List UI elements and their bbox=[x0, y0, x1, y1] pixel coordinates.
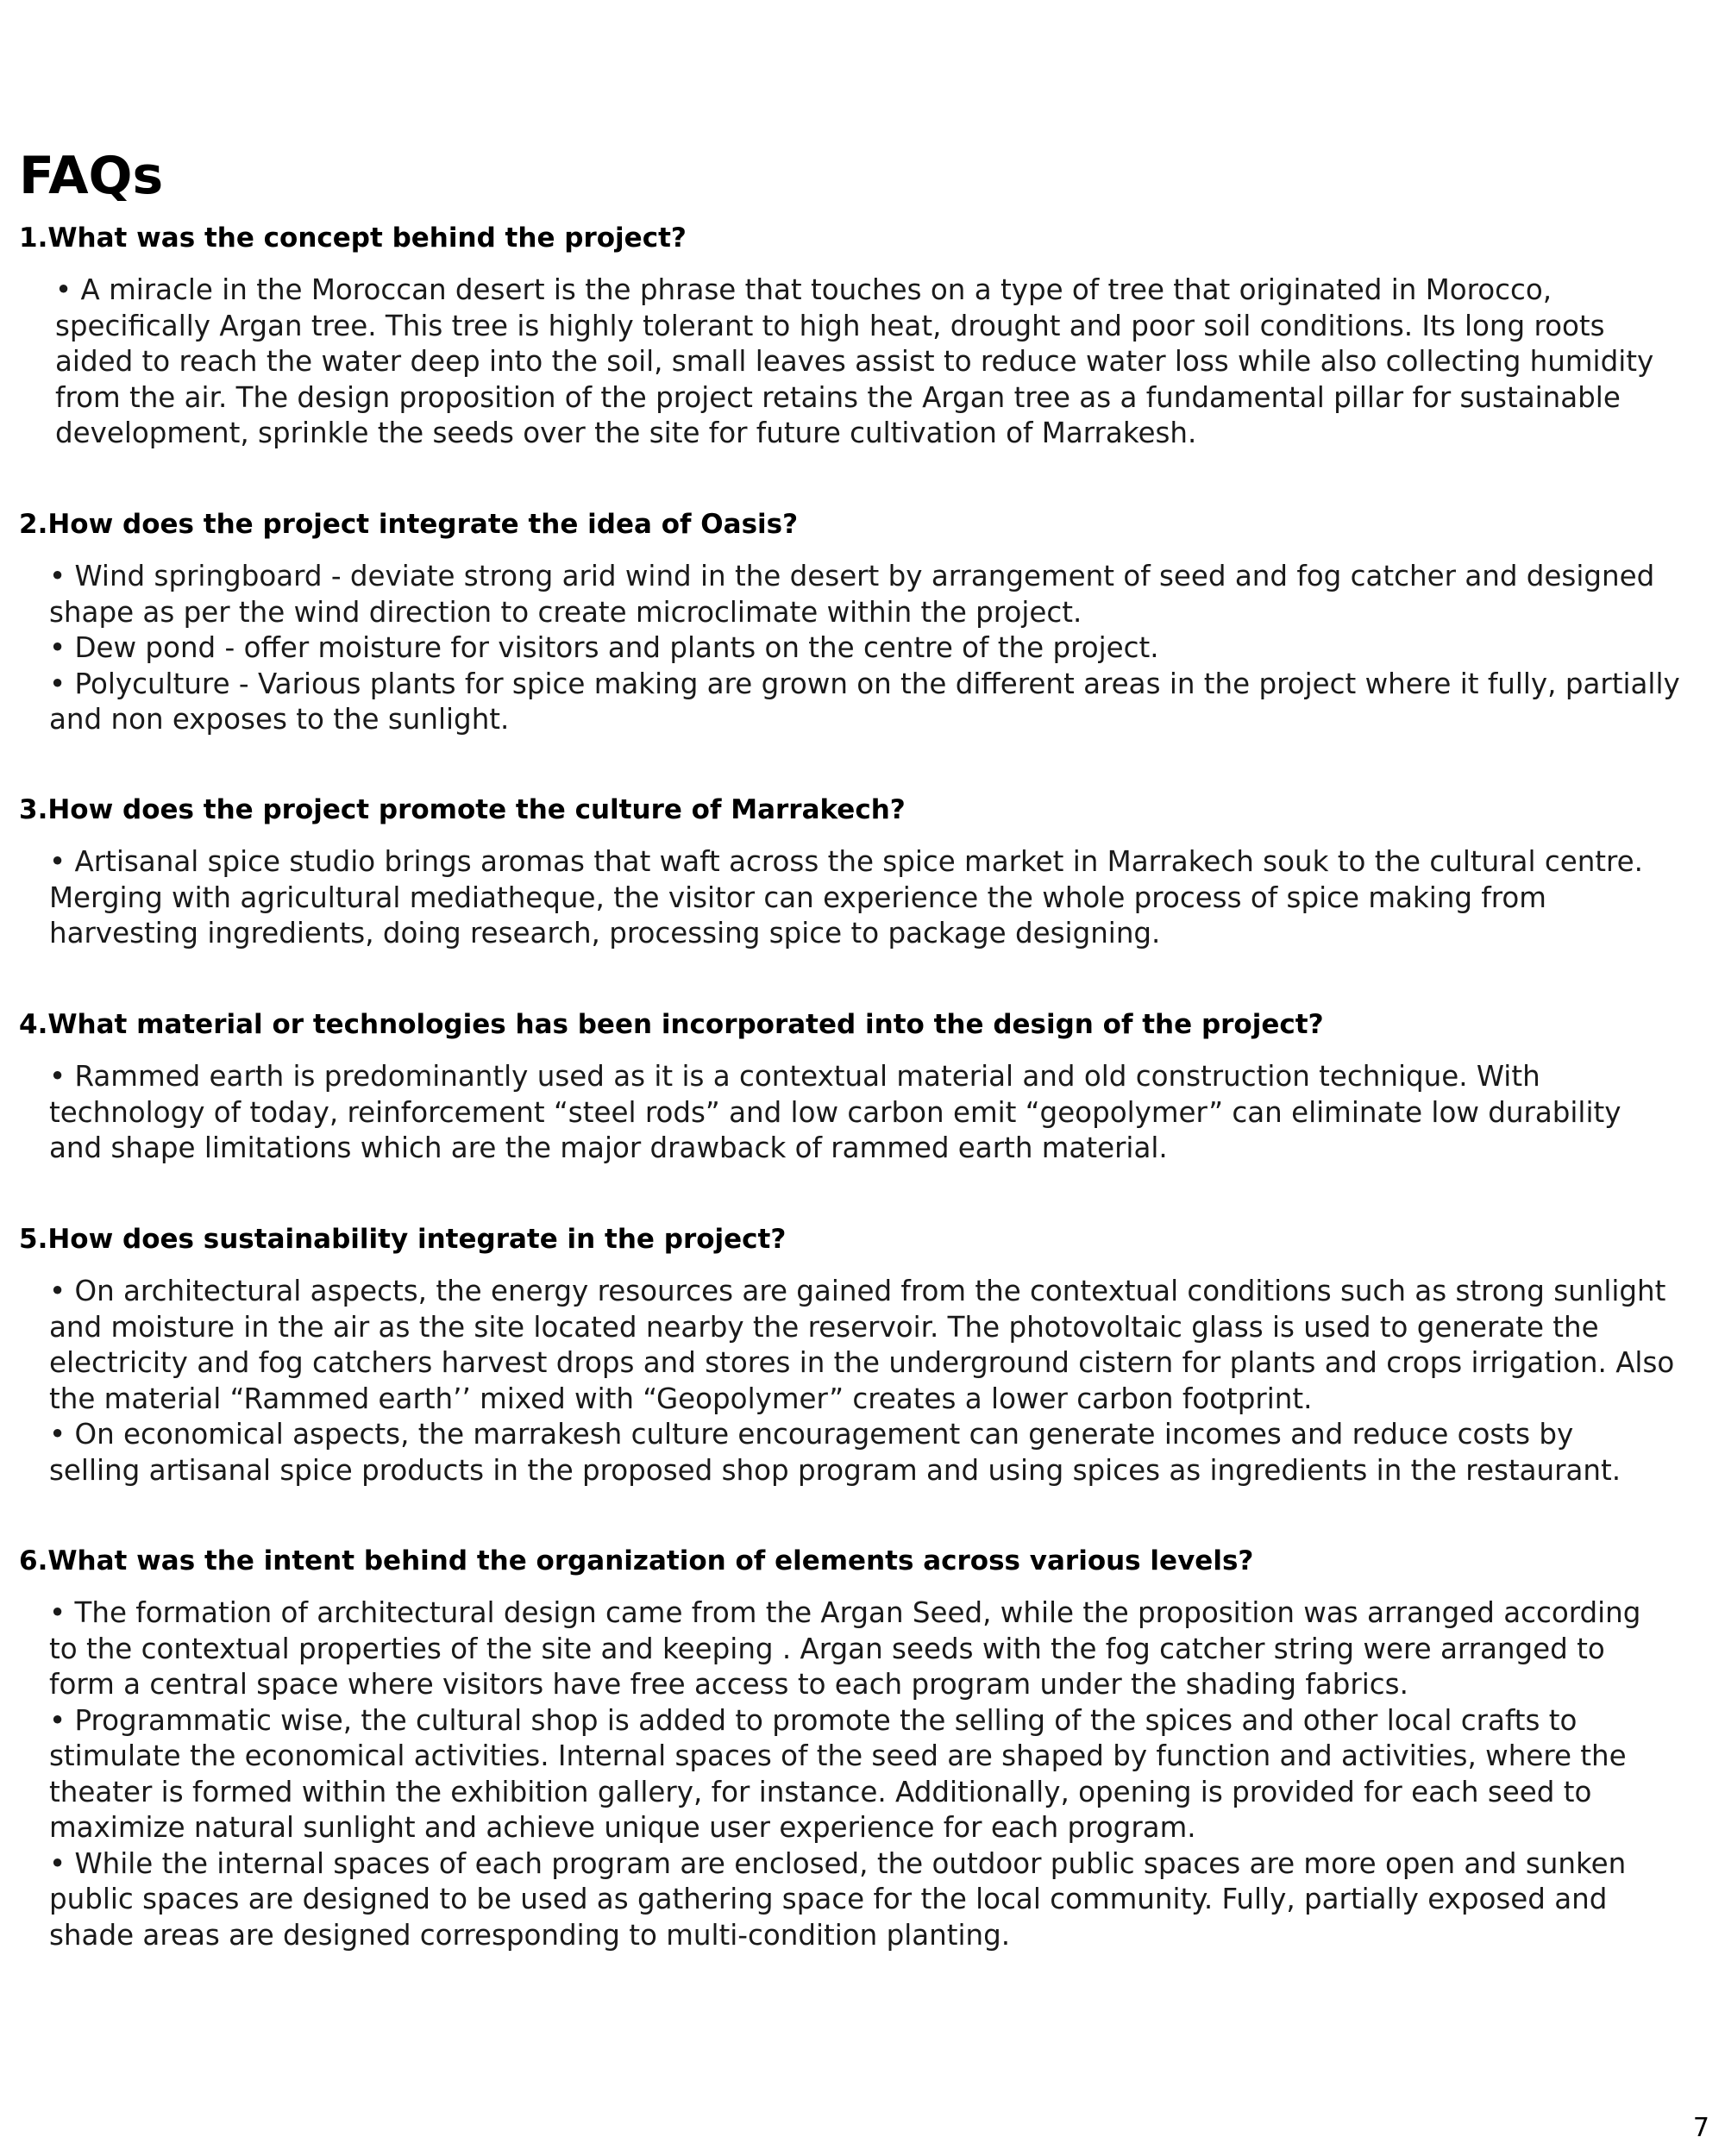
bullet-text-line: • On architectural aspects, the energy resources are gained from the contextual conditions such as strong sunlight bbox=[49, 1275, 1666, 1307]
faq-question: 6.What was the intent behind the organization of elements across various levels? bbox=[19, 1545, 1254, 1576]
faq-question: 4.What material or technologies has been incorporated into the design of the project? bbox=[19, 1009, 1324, 1040]
bullet-text-line: selling artisanal spice products in the proposed shop program and using spices as ingredients in the restaurant. bbox=[49, 1453, 1622, 1487]
faq-answer-list bbox=[49, 559, 1722, 738]
bullet-text-line: • A miracle in the Moroccan desert is the phrase that touches on a type of tree that originated in Morocco, bbox=[55, 273, 1552, 306]
faq-bullet-item bbox=[49, 667, 1722, 738]
faq-bullet-item bbox=[49, 630, 1722, 667]
faq-bullet-item bbox=[49, 1274, 1722, 1417]
bullet-text-line: shape as per the wind direction to create microclimate within the project. bbox=[49, 595, 1082, 629]
page-title: FAQs bbox=[19, 146, 164, 206]
bullet-text-line: the material “Rammed earth’’ mixed with “Geopolymer” creates a lower carbon footprint. bbox=[49, 1382, 1313, 1415]
faq-question: 3.How does the project promote the culture of Marrakech? bbox=[19, 794, 906, 825]
faq-bullet-item bbox=[49, 1417, 1722, 1489]
bullet-text-line: • While the internal spaces of each program are enclosed, the outdoor public spaces are more open and sunken bbox=[49, 1846, 1627, 1880]
faq-answer-list bbox=[49, 1059, 1722, 1167]
faq-bullet-item bbox=[55, 273, 1725, 452]
bullet-text-line: • Artisanal spice studio brings aromas that waft across the spice market in Marrakech souk to the cultural centre. bbox=[49, 845, 1644, 878]
faq-question: 2.How does the project integrate the idea of Oasis? bbox=[19, 509, 799, 540]
faq-bullet-item bbox=[49, 844, 1722, 952]
bullet-text-line: specifically Argan tree. This tree is highly tolerant to high heat, drought and poor soil conditions. Its long roots bbox=[55, 309, 1605, 342]
faq-question: 5.How does sustainability integrate in the project? bbox=[19, 1224, 787, 1255]
bullet-text-line: stimulate the economical activities. Internal spaces of the seed are shaped by function and activities, where the bbox=[49, 1739, 1627, 1772]
faq-bullet-item bbox=[49, 1059, 1722, 1167]
bullet-text-line: development, sprinkle the seeds over the site for future cultivation of Marrakesh. bbox=[55, 417, 1197, 449]
faq-answer-list bbox=[49, 1274, 1722, 1489]
bullet-text-line: aided to reach the water deep into the soil, small leaves assist to reduce water loss while also collecting humidity bbox=[55, 345, 1654, 378]
bullet-text-line: from the air. The design proposition of the project retains the Argan tree as a fundamental pillar for sustainable bbox=[55, 380, 1621, 414]
faq-question: 1.What was the concept behind the project? bbox=[19, 222, 687, 254]
bullet-text-line: and moisture in the air as the site located nearby the reservoir. The photovoltaic glass is used to generate the bbox=[49, 1310, 1599, 1344]
bullet-text-line: to the contextual properties of the site and keeping . Argan seeds with the fog catcher string were arranged to bbox=[49, 1632, 1605, 1665]
faq-answer-list bbox=[49, 1595, 1722, 1953]
bullet-text-line: and shape limitations which are the major drawback of rammed earth material. bbox=[49, 1131, 1168, 1164]
faq-bullet-item bbox=[49, 1703, 1722, 1846]
page-number: 7 bbox=[1692, 2113, 1709, 2143]
faq-bullet-item bbox=[49, 1846, 1722, 1954]
bullet-text-line: electricity and fog catchers harvest drops and stores in the underground cistern for plants and crops irrigation. Also bbox=[49, 1346, 1675, 1379]
faq-bullet-item bbox=[49, 1595, 1722, 1703]
bullet-text-line: • Polyculture - Various plants for spice making are grown on the different areas in the project where it fully, partially bbox=[49, 667, 1680, 700]
bullet-text-line: theater is formed within the exhibition gallery, for instance. Additionally, opening is provided for each seed to bbox=[49, 1775, 1592, 1808]
bullet-text-line: • Rammed earth is predominantly used as it is a contextual material and old construction technique. With bbox=[49, 1060, 1540, 1093]
bullet-text-line: shade areas are designed corresponding to multi-condition planting. bbox=[49, 1918, 1011, 1952]
bullet-text-line: • On economical aspects, the marrakesh culture encouragement can generate incomes and reduce costs by bbox=[49, 1418, 1574, 1451]
bullet-text-line: form a central space where visitors have free access to each program under the shading fabrics. bbox=[49, 1668, 1408, 1701]
faq-bullet-item bbox=[49, 559, 1722, 630]
bullet-text-line: harvesting ingredients, doing research, processing spice to package designing. bbox=[49, 917, 1161, 950]
bullet-text-line: Merging with agricultural mediatheque, the visitor can experience the whole process of spice making from bbox=[49, 881, 1546, 914]
bullet-text-line: and non exposes to the sunlight. bbox=[49, 703, 510, 736]
bullet-text-line: • The formation of architectural design came from the Argan Seed, while the proposition was arranged according bbox=[49, 1596, 1641, 1629]
bullet-text-line: • Dew pond - offer moisture for visitors and plants on the centre of the project. bbox=[49, 631, 1159, 664]
bullet-text-line: public spaces are designed to be used as gathering space for the local community. Fully, partially exposed and bbox=[49, 1883, 1608, 1915]
bullet-text-line: maximize natural sunlight and achieve unique user experience for each program. bbox=[49, 1811, 1196, 1844]
faq-answer-list bbox=[55, 273, 1725, 452]
faq-answer-list bbox=[49, 844, 1722, 952]
bullet-text-line: • Wind springboard - deviate strong arid wind in the desert by arrangement of seed and fog catcher and designed bbox=[49, 560, 1655, 592]
bullet-text-line: technology of today, reinforcement “steel rods” and low carbon emit “geopolymer” can eliminate low durability bbox=[49, 1095, 1622, 1129]
bullet-text-line: • Programmatic wise, the cultural shop is added to promote the selling of the spices and other local crafts to bbox=[49, 1703, 1578, 1737]
